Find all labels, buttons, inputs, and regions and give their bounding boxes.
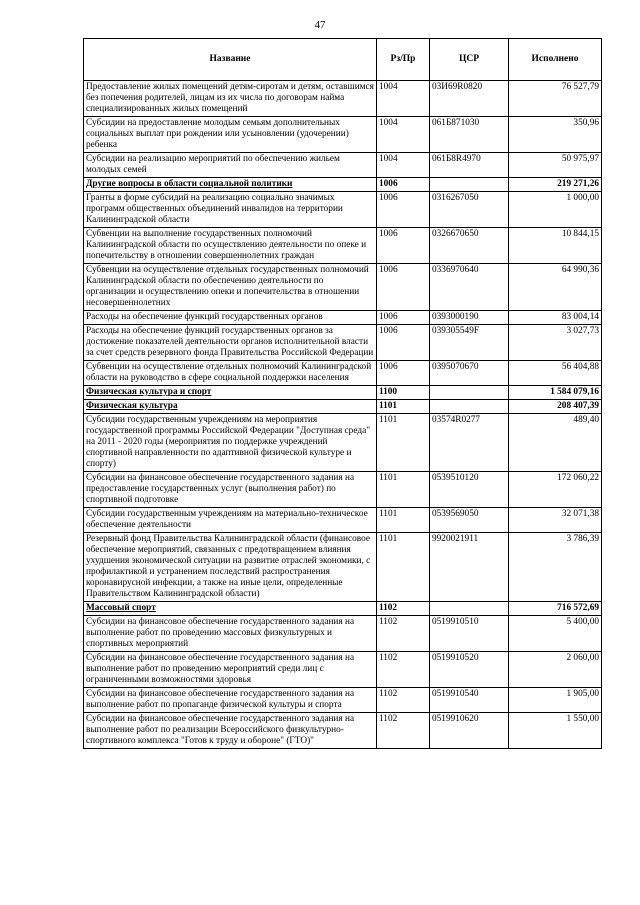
row-rz-pr: 1006 [377,311,430,325]
table-row [84,400,602,414]
row-name: Субсидии на финансовое обеспечение государственного задания на выполнение работ по проведению массовых физкультурных и спортивных мероприятий [84,616,377,652]
row-csr [430,178,509,192]
row-name: Расходы на обеспечение функций государственных органов [84,311,377,325]
row-name: Субсидии государственным учреждениям на мероприятия государственной программы Российской Федерации "Доступная среда" на 2011 - 2020 годы (мероприятия по поддержке учреждений спортивной направленности по адаптивной физической культуре и спорту) [84,414,377,472]
row-rz-pr: 1100 [377,386,430,400]
table-row [84,228,602,264]
table-body [84,81,602,749]
row-sum: 5 400,00 [509,616,602,652]
row-csr: 0393000190 [430,311,509,325]
row-csr: 0336970640 [430,264,509,311]
header-name: Название [84,39,377,81]
row-sum: 3 786,39 [509,533,602,602]
row-name: Субвенции на осуществление отдельных полномочий Калининградской области на руководство в сфере социальной поддержки населения [84,361,377,386]
row-rz-pr: 1006 [377,228,430,264]
page-number: 47 [314,19,326,31]
row-rz-pr: 1102 [377,713,430,749]
table-row [84,414,602,472]
header-executed: Исполнено [509,39,602,81]
row-name: Субсидии на финансовое обеспечение государственного задания на выполнение работ по реализации Всероссийского физкультурно-спортивного комплекса "Готов к труду и обороне" (ГТО)" [84,713,377,749]
row-sum: 32 071,38 [509,508,602,533]
row-rz-pr: 1006 [377,178,430,192]
table-row [84,652,602,688]
row-sum: 1 550,00 [509,713,602,749]
row-name: Субсидии на реализацию мероприятий по обеспечению жильем молодых семей [84,153,377,178]
row-name: Субсидии на финансовое обеспечение государственного задания на выполнение работ по проведению мероприятий среди лиц с ограниченными возможностями здоровья [84,652,377,688]
row-sum: 56 404,88 [509,361,602,386]
table-row [84,117,602,153]
row-rz-pr: 1004 [377,81,430,117]
table-row [84,361,602,386]
row-sum: 219 271,26 [509,178,602,192]
row-csr: 061Б871030 [430,117,509,153]
row-name: Гранты в форме субсидий на реализацию социально значимых программ общественных объединений инвалидов на территории Калининградской области [84,192,377,228]
row-csr: 9920021911 [430,533,509,602]
table-row [84,713,602,749]
row-rz-pr: 1006 [377,361,430,386]
row-sum: 64 990,36 [509,264,602,311]
row-sum: 50 975,97 [509,153,602,178]
row-csr: 0519910510 [430,616,509,652]
row-rz-pr: 1101 [377,414,430,472]
row-csr [430,602,509,616]
table-row [84,688,602,713]
row-rz-pr: 1102 [377,688,430,713]
row-name: Субвенции на выполнение государственных полномочий Калининградской области по осуществлению деятельности по опеке и попечительству в отношении совершеннолетних граждан [84,228,377,264]
row-csr: 0519910620 [430,713,509,749]
row-csr: 0519910520 [430,652,509,688]
row-rz-pr: 1101 [377,400,430,414]
row-sum: 208 407,39 [509,400,602,414]
row-name: Физическая культура и спорт [84,386,377,400]
row-sum: 716 572,69 [509,602,602,616]
table-row [84,178,602,192]
row-sum: 3 027,73 [509,325,602,361]
row-csr: 0539569050 [430,508,509,533]
row-rz-pr: 1102 [377,616,430,652]
row-sum: 1 000,00 [509,192,602,228]
row-name: Расходы на обеспечение функций государственных органов за достижение показателей деятельности органов исполнительной власти за счет средств резервного фонда Правительства Российской Федерации [84,325,377,361]
row-rz-pr: 1006 [377,192,430,228]
row-sum: 2 060,00 [509,652,602,688]
table-row [84,616,602,652]
row-name: Субсидии на финансовое обеспечение государственного задания на предоставление государственных услуг (выполнения работ) по спортивной подготовке [84,472,377,508]
row-csr: 0539510120 [430,472,509,508]
row-rz-pr: 1006 [377,264,430,311]
row-csr: 03И69R0820 [430,81,509,117]
row-rz-pr: 1102 [377,652,430,688]
row-rz-pr: 1101 [377,533,430,602]
table-row [84,192,602,228]
budget-table [83,38,602,749]
row-sum: 350,96 [509,117,602,153]
row-rz-pr: 1101 [377,472,430,508]
row-name: Предоставление жилых помещений детям-сиротам и детям, оставшимся без попечения родителей, лицам из их числа по договорам найма специализированных жилых помещений [84,81,377,117]
row-csr: 0316267050 [430,192,509,228]
table-row [84,386,602,400]
row-sum: 83 004,14 [509,311,602,325]
row-csr [430,386,509,400]
row-sum: 10 844,15 [509,228,602,264]
table-row [84,533,602,602]
row-csr: 0395070670 [430,361,509,386]
row-csr [430,400,509,414]
row-name: Массовый спорт [84,602,377,616]
row-csr: 0519910540 [430,688,509,713]
row-sum: 1 584 079,16 [509,386,602,400]
row-name: Физическая культура [84,400,377,414]
table-header-row [84,39,602,81]
row-rz-pr: 1102 [377,602,430,616]
row-csr: 061Б8R4970 [430,153,509,178]
table-row [84,311,602,325]
row-rz-pr: 1004 [377,153,430,178]
table-row [84,472,602,508]
header-csr: ЦСР [430,39,509,81]
header-rz-pr: Рз/Пр [377,39,430,81]
row-name: Субсидии на предоставление молодым семьям дополнительных социальных выплат при рождении или усыновлении (удочерении) ребенка [84,117,377,153]
row-rz-pr: 1006 [377,325,430,361]
row-name: Субвенции на осуществление отдельных государственных полномочий Калининградской области по обеспечению деятельности по организации и осуществлению опеки и попечительства в отношении несовершеннолетних [84,264,377,311]
row-rz-pr: 1004 [377,117,430,153]
row-csr: 0326670650 [430,228,509,264]
row-sum: 76 527,79 [509,81,602,117]
row-name: Другие вопросы в области социальной политики [84,178,377,192]
table-row [84,264,602,311]
table-row [84,508,602,533]
table-row [84,325,602,361]
row-name: Субсидии на финансовое обеспечение государственного задания на выполнение работ по пропаганде физической культуры и спорта [84,688,377,713]
table-row [84,153,602,178]
row-csr: 03574R0277 [430,414,509,472]
row-rz-pr: 1101 [377,508,430,533]
table-row [84,81,602,117]
row-sum: 1 905,00 [509,688,602,713]
row-csr: 039305549F [430,325,509,361]
table-row [84,602,602,616]
row-sum: 489,40 [509,414,602,472]
row-name: Резервный фонд Правительства Калининградской области (финансовое обеспечение мероприятий, связанных с предотвращением влияния ухудшения экономической ситуации на развитие отраслей экономики, с профилактикой и устранением последствий распространения коронавирусной инфекции, а также на иные цели, определенные Правительством Калининградской области) [84,533,377,602]
row-name: Субсидии государственным учреждениям на материально-техническое обеспечение деятельности [84,508,377,533]
row-sum: 172 060,22 [509,472,602,508]
